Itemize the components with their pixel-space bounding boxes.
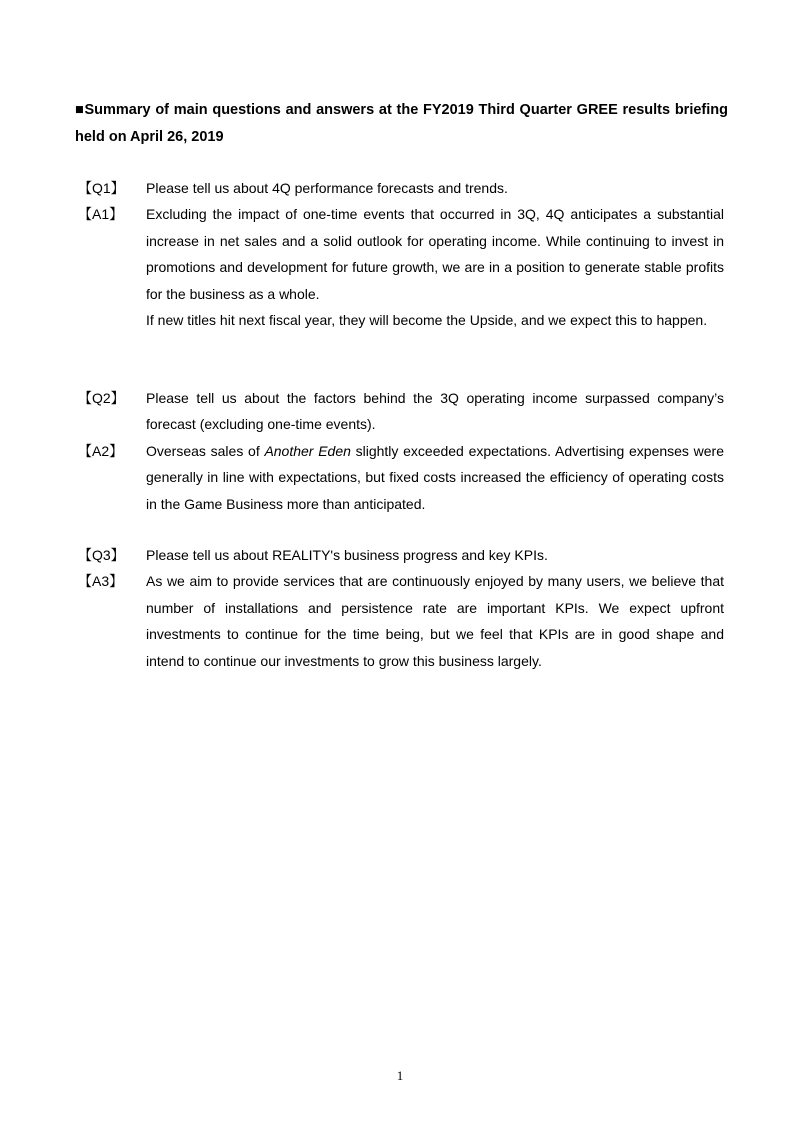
qa-block-2 [78, 385, 724, 517]
page-number: 1 [396, 1068, 404, 1083]
answer-paragraph [146, 438, 724, 517]
question-label: 【Q2】 [78, 390, 125, 406]
qa-block-3 [78, 542, 724, 674]
answer-text: slightly exceeded expectations. Advertising expenses were generally in line with expectations, but fixed costs increased the efficiency of operating costs in the Game Business more than anticipated. [146, 442, 724, 512]
answer-label: 【A3】 [78, 573, 124, 590]
answer-2 [78, 438, 724, 517]
game-title: Another Eden [264, 442, 351, 459]
question-label: 【Q3】 [78, 547, 125, 563]
question-text: Please tell us about 4Q performance forecasts and trends. [146, 180, 508, 196]
question-label: 【Q1】 [78, 180, 125, 196]
question-text: Please tell us about REALITY's business progress and key KPIs. [146, 547, 548, 563]
question-3 [78, 542, 724, 568]
answer-paragraph: Excluding the impact of one-time events that occurred in 3Q, 4Q anticipates a substantial increase in net sales and a solid outlook for operating income. While continuing to invest in promotions and development for future growth, we are in a position to generate stable profits for the business as a whole. [146, 206, 724, 302]
answer-label: 【A1】 [78, 206, 124, 223]
answer-paragraph: If new titles hit next fiscal year, they will become the Upside, and we expect this to happen. [146, 312, 708, 329]
answer-text: Overseas sales of [146, 442, 265, 459]
answer-paragraph: As we aim to provide services that are continuously enjoyed by many users, we believe that number of installations and persistence rate are important KPIs. We expect upfront investments to continue for the time being, but we feel that KPIs are in good shape and intend to continue our investments to grow this business largely. [146, 573, 724, 669]
question-2 [78, 385, 724, 438]
answer-1 [78, 201, 724, 333]
answer-3 [78, 568, 724, 674]
document-title: ■Summary of main questions and answers at the FY2019 Third Quarter GREE results briefing held on April 26, 2019 [75, 102, 728, 145]
qa-block-1 [78, 175, 724, 333]
question-1 [78, 175, 724, 201]
question-text: Please tell us about the factors behind the 3Q operating income surpassed company’s forecast (excluding one-time events). [146, 390, 724, 433]
answer-label: 【A2】 [78, 442, 124, 459]
